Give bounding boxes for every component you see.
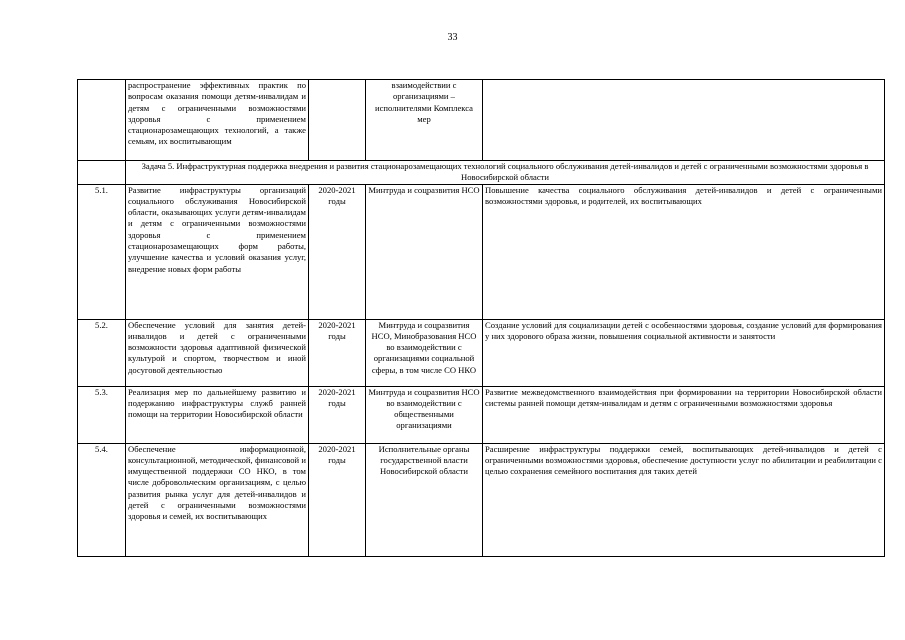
cell-num	[78, 161, 126, 185]
cell-term: 2020-2021 годы	[309, 386, 366, 443]
cell-exec: Минтруда и соцразвития НСО	[366, 184, 483, 319]
cell-exec: взаимодействии с организациями – исполнителями Комплекса мер	[366, 80, 483, 161]
cell-num: 5.1.	[78, 184, 126, 319]
cell-result: Повышение качества социального обслуживания детей-инвалидов и детей с ограниченными возможностями здоровья, и родителей, их воспитывающих	[483, 184, 885, 319]
cell-desc: распространение эффективных практик по вопросам оказания помощи детям-инвалидам и детям с ограниченными возможностями здоровья с применением стационарозамещающих технологий, а также семьям, их воспитывающим	[126, 80, 309, 161]
table-row	[78, 184, 885, 319]
cell-result: Создание условий для социализации детей с особенностями здоровья, создание условий для формирования у них здорового образа жизни, повышения социальной активности и занятости	[483, 319, 885, 386]
task-heading: Задача 5. Инфраструктурная поддержка внедрения и развития стационарозамещающих технологий социального обслуживания детей-инвалидов и детей с ограниченными возможностями здоровья в Новосибирской области	[126, 161, 885, 185]
cell-result	[483, 80, 885, 161]
table-row	[78, 386, 885, 443]
cell-term: 2020-2021 годы	[309, 443, 366, 556]
cell-term	[309, 80, 366, 161]
cell-exec: Минтруда и соцразвития НСО во взаимодействии с общественными организациями	[366, 386, 483, 443]
cell-num: 5.2.	[78, 319, 126, 386]
cell-term: 2020-2021 годы	[309, 184, 366, 319]
table-row-task-heading	[78, 161, 885, 185]
cell-num: 5.3.	[78, 386, 126, 443]
cell-num: 5.4.	[78, 443, 126, 556]
cell-term: 2020-2021 годы	[309, 319, 366, 386]
table-row-continuation	[78, 80, 885, 161]
table-row	[78, 443, 885, 556]
cell-result: Развитие межведомственного взаимодействия при формировании на территории Новосибирской области системы ранней помощи детям-инвалидам и детям с ограниченными возможностями здоровья	[483, 386, 885, 443]
page-number: 33	[447, 32, 458, 43]
cell-result: Расширение инфраструктуры поддержки семей, воспитывающих детей-инвалидов и детей с ограниченными возможностями здоровья, обеспечение доступности услуг по абилитации и реабилитации с целью сохранения семейного воспитания для таких детей	[483, 443, 885, 556]
cell-desc: Обеспечение информационной, консультационной, методической, финансовой и имущественной поддержки СО НКО, в том числе добровольческим организациям, с целью развития рынка услуг для детей-инвалидов и детей с ограниченными возможностями здоровья и семей, их воспитывающих	[126, 443, 309, 556]
measures-table	[77, 79, 885, 557]
cell-desc: Развитие инфраструктуры организаций социального обслуживания Новосибирской области, оказывающих услуги детям-инвалидам и детям с ограниченными возможностями здоровья с применением стационарозамещающих форм работы, улучшение качества и условий оказания услуг, внедрение новых форм работы	[126, 184, 309, 319]
cell-exec: Минтруда и соцразвития НСО, Минобразования НСО во взаимодействии с организациями социальной сферы, в том числе СО НКО	[366, 319, 483, 386]
cell-desc: Обеспечение условий для занятия детей-инвалидов и детей с ограниченными возможности здоровья адаптивной физической культурой и спортом, творчеством и иной досуговой деятельностью	[126, 319, 309, 386]
cell-exec: Исполнительные органы государственной власти Новосибирской области	[366, 443, 483, 556]
table-row	[78, 319, 885, 386]
cell-desc: Реализация мер по дальнейшему развитию и подержанию инфраструктуры служб ранней помощи на территории Новосибирской области	[126, 386, 309, 443]
cell-num	[78, 80, 126, 161]
